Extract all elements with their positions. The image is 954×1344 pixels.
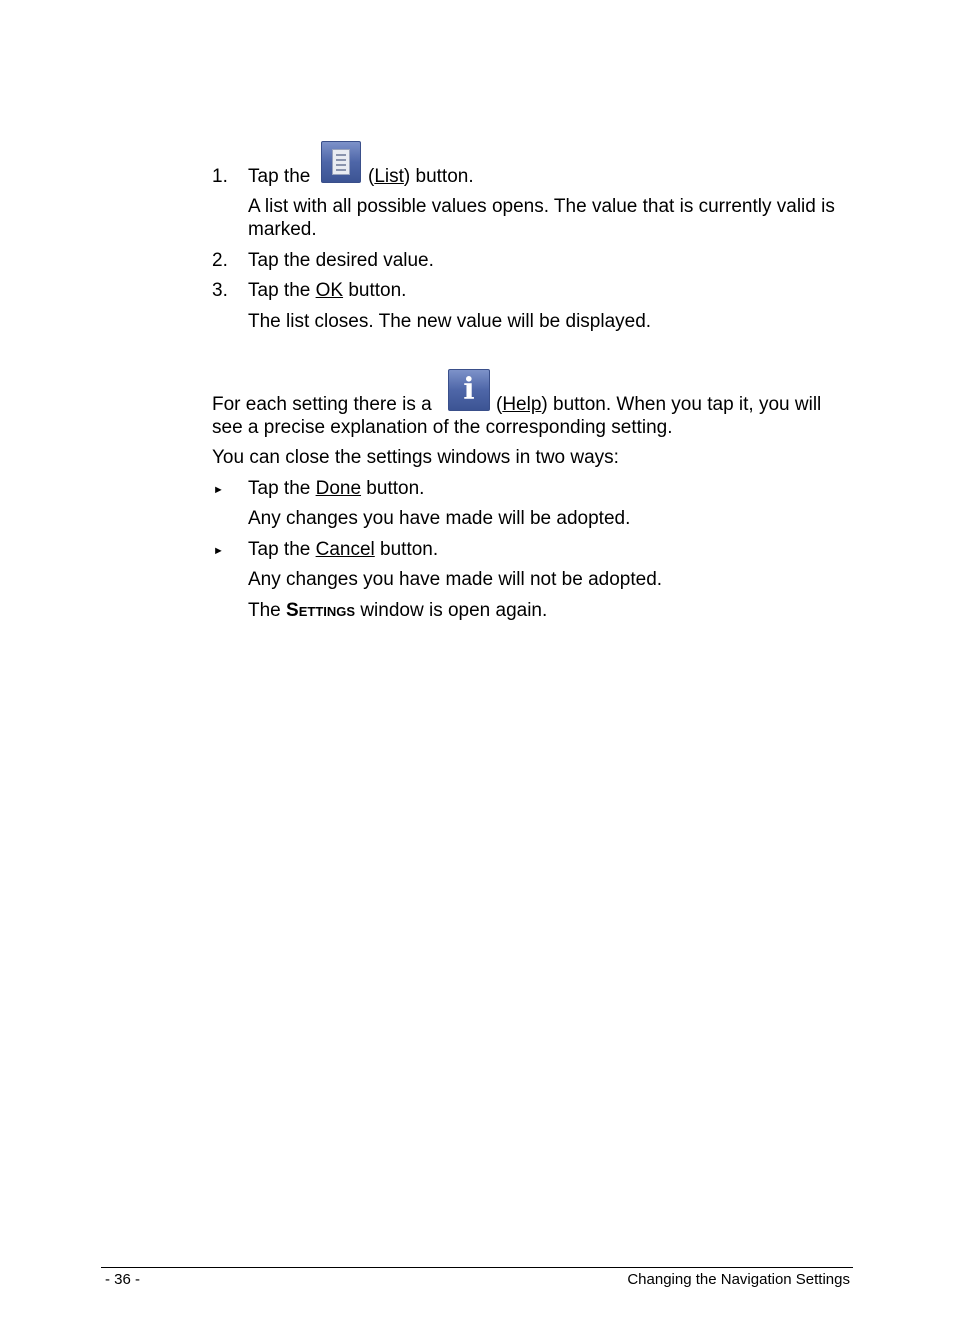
- list-link[interactable]: List: [374, 166, 404, 187]
- step-3-post: button.: [343, 280, 407, 301]
- info-icon: [448, 369, 490, 411]
- step-1-open-paren: (: [368, 166, 375, 187]
- page-number: - 36 -: [105, 1271, 141, 1288]
- help-para-post: ) button. When you tap it, you will: [541, 394, 822, 415]
- step-1-pre: Tap the: [248, 166, 311, 187]
- step-1-link-text: [368, 165, 474, 188]
- help-para-link-text: [496, 393, 821, 416]
- bullet-2-marker: ►: [213, 545, 224, 557]
- help-para-line2: see a precise explanation of the corresponding setting.: [212, 417, 673, 438]
- final-line-post: window is open again.: [355, 600, 548, 621]
- bullet-1-result: Any changes you have made will be adopted.: [248, 508, 631, 529]
- list-icon: [321, 141, 361, 183]
- step-2-text: Tap the desired value.: [248, 250, 434, 271]
- step-3-number: 3.: [212, 280, 228, 301]
- help-open-paren: (: [496, 394, 503, 415]
- step-3-pre: Tap the: [248, 280, 316, 301]
- bullet-2-post: button.: [374, 539, 439, 560]
- list-glyph: [332, 149, 350, 175]
- cancel-link[interactable]: Cancel: [315, 539, 375, 560]
- bullet-2-pre: Tap the: [248, 539, 316, 560]
- section-title: Changing the Navigation Settings: [627, 1271, 850, 1288]
- step-3-result: The list closes. The new value will be displayed.: [248, 311, 652, 332]
- settings-window-name: Settings: [286, 600, 356, 621]
- info-glyph: i: [463, 372, 475, 407]
- footer-rule: [101, 1267, 853, 1268]
- step-3-text: [248, 279, 858, 302]
- step-1-number: 1.: [212, 166, 228, 187]
- final-line: [248, 599, 858, 622]
- bullet-2-text: [248, 538, 858, 561]
- bullet-1-marker: ►: [213, 484, 224, 496]
- final-line-pre: The: [248, 600, 287, 621]
- bullet-1-post: button.: [361, 478, 425, 499]
- step-1-result: A list with all possible values opens. The value that is currently valid is marked.: [248, 196, 835, 240]
- help-para-pre: For each setting there is a: [212, 394, 432, 415]
- done-link[interactable]: Done: [315, 478, 362, 499]
- help-link[interactable]: Help: [502, 394, 542, 415]
- bullet-1-text: [248, 477, 858, 500]
- close-intro: You can close the settings windows in two ways:: [212, 447, 619, 468]
- bullet-1-pre: Tap the: [248, 478, 316, 499]
- step-2-number: 2.: [212, 250, 228, 271]
- bullet-2-result: Any changes you have made will not be adopted.: [248, 569, 663, 590]
- step-1-post: ) button.: [403, 166, 474, 187]
- ok-link[interactable]: OK: [315, 280, 344, 301]
